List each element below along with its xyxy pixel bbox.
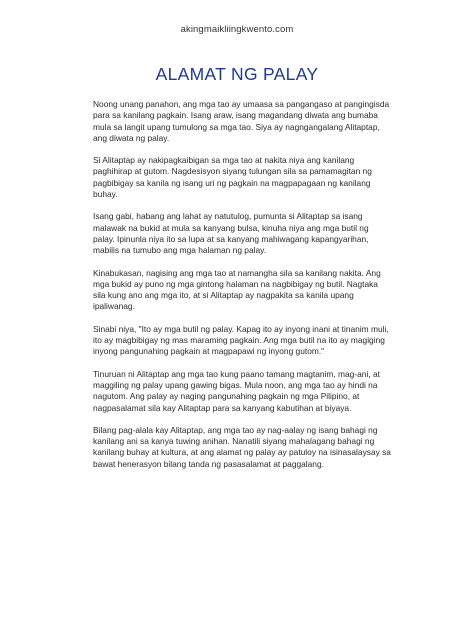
paragraph-2: Si Alitaptap ay nakipagkaibigan sa mga tao at nakita niya ang kanilang paghihirap at gutom. Nagdesisyon siyang tulungan sila sa pamamagitan ng pagbibigay sa kanila ng isang uri ng pagkain na magpapagaan ng kanilang buhay. [93,155,372,200]
paragraph-3: Isang gabi, habang ang lahat ay natutulog, pumunta si Alitaptap sa isang malawak na bukid at mula sa kanyang bulsa, kinuha niya ang mga butil ng palay. Ipinunla niya ito sa lupa at sa kanyang mahiwagang kapangyarihan, mabilis na tumubo ang mga halaman ng palay. [93,211,369,256]
site-url-header: akingmaikliingkwento.com [180,24,294,35]
paragraph-4: Kinabukasan, nagising ang mga tao at namangha sila sa kanilang nakita. Ang mga bukid ay puno ng mga gintong halaman na nagbibigay ng butil. Nagtaka sila kung ano ang mga ito, at si Alitaptap ay nagpakita sa kanila upang ipaliwanag. [93,267,381,312]
paragraph-5: Sinabi niya, "Ito ay mga butil ng palay. Kapag ito ay inyong inani at tinanim muli, ito ay magbibigay ng mas maraming pagkain. Ang mga butil na ito ay magiging inyong pangunahing pagkain at magpapawi ng inyong gutom." [93,323,389,357]
paragraph-6: Tinuruan ni Alitaptap ang mga tao kung paano tamang magtanim, mag-ani, at maggiling ng palay upang gawing bigas. Mula noon, ang mga tao ay hindi na nagutom. Ang palay ay naging pangunahing pagkain ng mga Pilipino, at nagpasalamat sila kay Alitaptap para sa kanyang kabutihan at biyaya. [93,368,380,413]
paragraph-1: Noong unang panahon, ang mga tao ay umaasa sa pangangaso at pangingisda para sa kanilang pagkain. Isang araw, isang magandang diwata ang bumaba mula sa langit upang tumulong sa mga tao. Siya ay nagngangalang Alitaptap, ang diwata ng palay. [93,99,390,143]
article-body [93,99,391,481]
paragraph-7: Bilang pag-alala kay Alitaptap, ang mga tao ay nag-aalay ng isang bahagi ng kanilang ani sa kanya tuwing anihan. Nanatili siyang mahalagang bahagi ng kanilang buhay at kultura, at ang alamat ng palay ay patuloy na isinasalaysay sa bawat henerasyon bilang tanda ng pasasalamat at paggalang. [93,424,391,469]
page-title: ALAMAT NG PALAY [155,64,319,84]
